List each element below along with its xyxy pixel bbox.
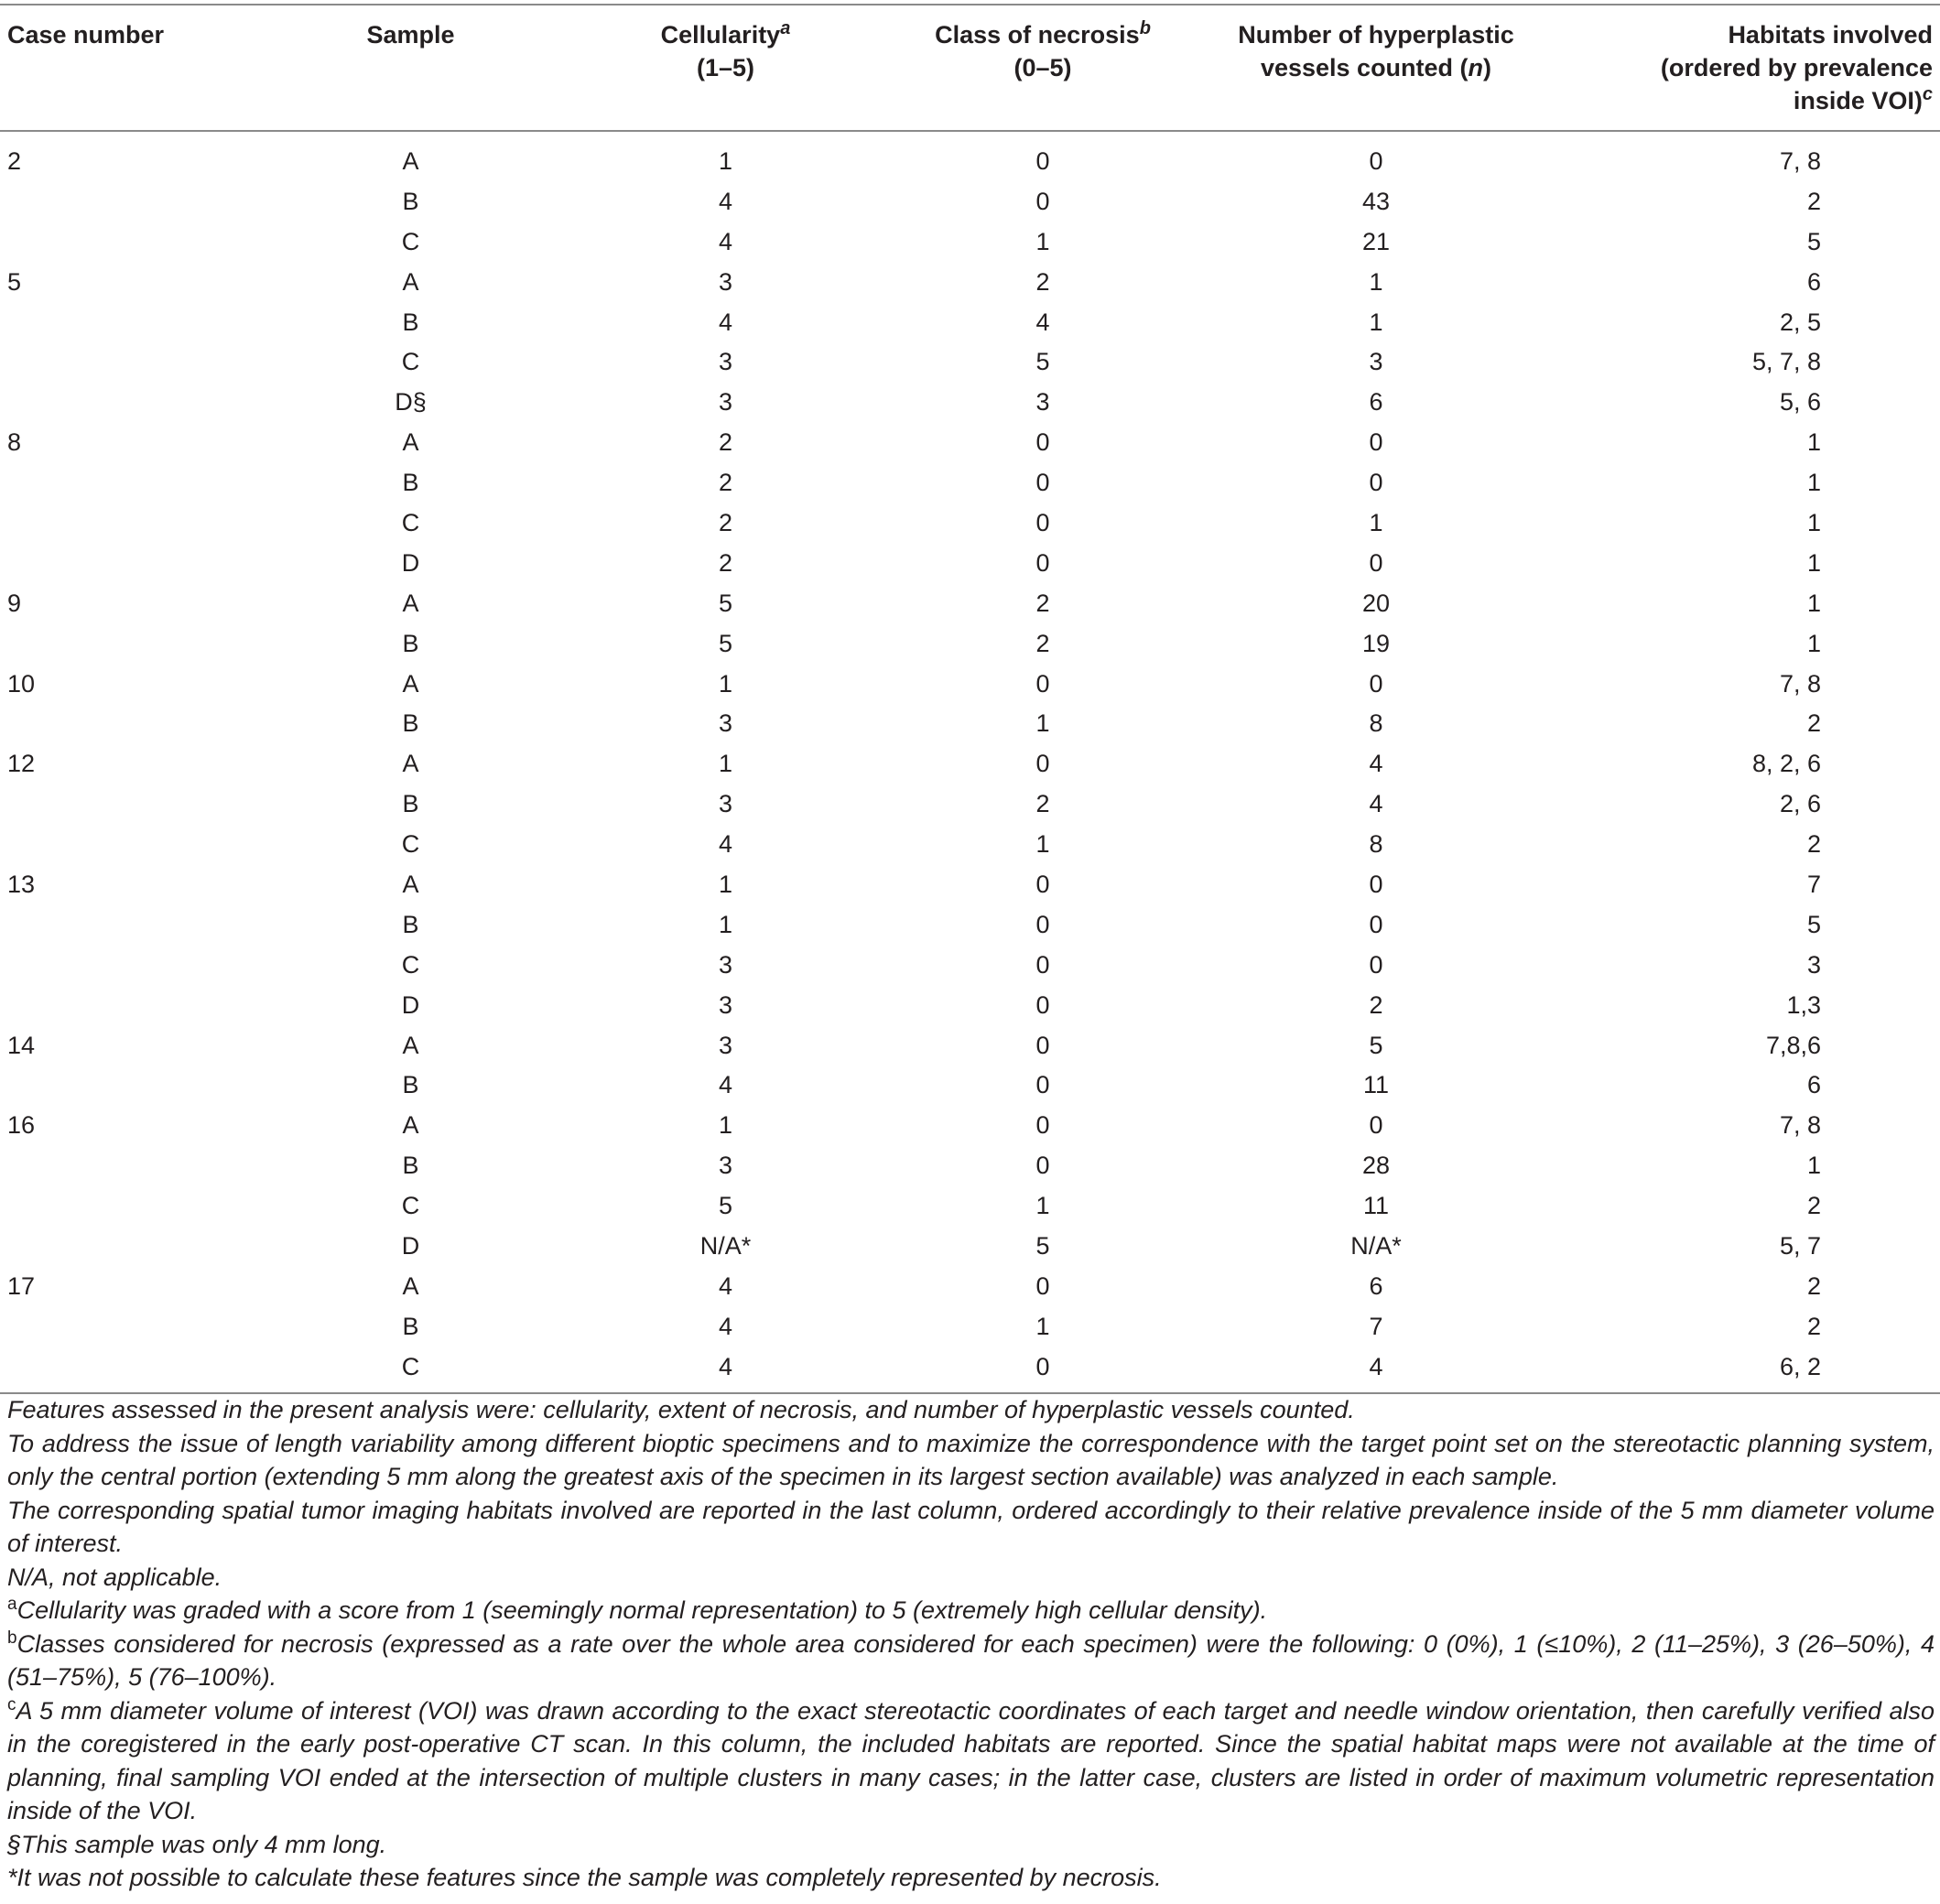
- footnote-text: §This sample was only 4 mm long.: [7, 1830, 387, 1858]
- sample-cell: A: [402, 428, 419, 457]
- footnote: [7, 1594, 1935, 1628]
- habitats-cell: 1: [1806, 1152, 1821, 1180]
- sample-cell: A: [402, 146, 419, 175]
- habitats-cell: 5: [1806, 227, 1821, 255]
- footnote-text: N/A, not applicable.: [7, 1563, 222, 1591]
- cellularity-cell: 3: [718, 348, 733, 376]
- case-cell: 16: [7, 1111, 36, 1140]
- habitats-cell: 1: [1806, 508, 1821, 536]
- cellularity-cell: 1: [718, 146, 733, 175]
- habitats-cell: 2: [1806, 1271, 1821, 1300]
- case-cell: [0, 462, 271, 503]
- vessels-cell: 7: [1369, 1312, 1383, 1340]
- habitats-cell: 1: [1806, 589, 1821, 617]
- cellularity-cell: 3: [718, 267, 733, 296]
- habitats-cell: 1,3: [1786, 990, 1821, 1019]
- table-body: [0, 131, 1940, 1393]
- footnote: [7, 1828, 1935, 1862]
- cellularity-cell: 4: [718, 830, 733, 859]
- vessels-cell: 0: [1369, 1111, 1383, 1140]
- habitats-cell: 1: [1806, 629, 1821, 657]
- necrosis-cell: 5: [1035, 1231, 1050, 1260]
- habitats-cell: 2: [1806, 1192, 1821, 1220]
- habitats-cell: 5, 6: [1779, 388, 1821, 416]
- vessels-cell: 28: [1361, 1152, 1391, 1180]
- case-cell: [0, 1185, 271, 1226]
- necrosis-cell: 0: [1035, 1031, 1050, 1059]
- sample-cell: C: [401, 508, 420, 536]
- necrosis-cell: 0: [1035, 1071, 1050, 1099]
- habitats-cell: 2, 6: [1779, 790, 1821, 818]
- table-footnotes: [7, 1393, 1935, 1895]
- case-cell: 9: [7, 589, 22, 617]
- habitats-cell: 7, 8: [1779, 1111, 1821, 1140]
- case-cell: [0, 623, 271, 664]
- cellularity-cell: 3: [718, 950, 733, 979]
- necrosis-cell: 1: [1035, 1192, 1050, 1220]
- sample-cell: B: [402, 1071, 419, 1099]
- results-table: [0, 4, 1940, 1394]
- habitats-cell: 2: [1806, 709, 1821, 738]
- table-header: [0, 5, 1940, 131]
- vessels-cell: 0: [1369, 950, 1383, 979]
- vessels-cell: 11: [1362, 1192, 1390, 1220]
- habitats-cell: 1: [1806, 469, 1821, 497]
- case-cell: 10: [7, 669, 36, 698]
- habitats-cell: 5, 7, 8: [1751, 348, 1821, 376]
- cellularity-cell: 2: [718, 469, 733, 497]
- vessels-cell: 2: [1369, 990, 1383, 1019]
- cellularity-cell: 1: [718, 669, 733, 698]
- case-cell: [0, 1347, 271, 1393]
- case-cell: [0, 543, 271, 583]
- cellularity-cell: 5: [718, 1192, 733, 1220]
- cellularity-cell: 3: [718, 1031, 733, 1059]
- vessels-cell: 0: [1369, 469, 1383, 497]
- cellularity-cell: 4: [718, 227, 733, 255]
- habitats-cell: 2, 5: [1779, 308, 1821, 336]
- necrosis-cell: 0: [1035, 469, 1050, 497]
- vessels-cell: 4: [1369, 790, 1383, 818]
- table-row: [0, 1145, 1940, 1185]
- table-row: [0, 543, 1940, 583]
- table-row: [0, 583, 1940, 623]
- table-row: [0, 1025, 1940, 1066]
- footnote: [7, 1494, 1935, 1561]
- vessels-cell: 0: [1369, 146, 1383, 175]
- sample-cell: B: [402, 308, 419, 336]
- vessels-cell: 8: [1369, 709, 1383, 738]
- footnote-text: The corresponding spatial tumor imaging habitats involved are reported in the last column, ordered accordingly to their relative prevalence inside of the 5 mm diameter volume of interest.: [7, 1496, 1935, 1557]
- sample-cell: A: [402, 750, 419, 778]
- table-row: [0, 623, 1940, 664]
- header-habitats: Habitats involved (ordered by prevalence inside VOI)$^c$: [1660, 21, 1933, 114]
- vessels-cell: 6: [1369, 1271, 1383, 1300]
- necrosis-cell: 0: [901, 1347, 1185, 1393]
- necrosis-cell: 0: [1035, 990, 1050, 1019]
- sample-cell: A: [402, 669, 419, 698]
- necrosis-cell: 0: [1035, 146, 1050, 175]
- cellularity-cell: 5: [718, 629, 733, 657]
- cellularity-cell: 4: [718, 1312, 733, 1340]
- necrosis-cell: 0: [1035, 669, 1050, 698]
- table-row: [0, 131, 1940, 181]
- case-cell: [0, 1306, 271, 1347]
- vessels-cell: 1: [1369, 508, 1383, 536]
- vessels-cell: 6: [1369, 388, 1383, 416]
- vessels-cell: 5: [1369, 1031, 1383, 1059]
- table-row: [0, 824, 1940, 864]
- footnote-text: *It was not possible to calculate these features since the sample was completely represented by necrosis.: [7, 1864, 1162, 1891]
- vessels-cell: 21: [1361, 227, 1391, 255]
- vessels-cell: 19: [1361, 629, 1391, 657]
- vessels-cell: 4: [1369, 750, 1383, 778]
- table-row: [0, 864, 1940, 904]
- footnote-text: To address the issue of length variability among different bioptic specimens and to maximize the correspondence with the target point set on the stereotactic planning system, only the central portion (extending 5 mm along the greatest axis of the specimen in its largest section available) was analyzed in each sample.: [7, 1429, 1935, 1490]
- vessels-cell: 11: [1362, 1071, 1390, 1099]
- table-row: [0, 1065, 1940, 1105]
- habitats-cell: 5: [1806, 910, 1821, 938]
- necrosis-cell: 2: [1035, 267, 1050, 296]
- footnote-text: Cellularity was graded with a score from 1 (seemingly normal representation) to 5 (extremely high cellular density).: [16, 1596, 1268, 1624]
- case-cell: [0, 302, 271, 342]
- habitats-cell: 1: [1806, 548, 1821, 577]
- vessels-cell: 20: [1361, 589, 1391, 617]
- header-cellularity: Cellularity$^a$ (1–5): [660, 18, 791, 81]
- table-row: [0, 302, 1940, 342]
- sample-cell: B: [402, 709, 419, 738]
- case-cell: [0, 1065, 271, 1105]
- header-case-number: Case number: [7, 21, 165, 49]
- sample-cell: A: [402, 870, 419, 898]
- footnote-marker: b: [7, 1628, 17, 1648]
- footnote: [7, 1861, 1935, 1895]
- case-cell: [0, 181, 271, 222]
- sample-cell: A: [402, 589, 419, 617]
- necrosis-cell: 2: [1035, 790, 1050, 818]
- case-cell: [0, 945, 271, 985]
- vessels-cell: 1: [1369, 308, 1383, 336]
- necrosis-cell: 0: [1035, 1271, 1050, 1300]
- case-cell: [0, 341, 271, 382]
- necrosis-cell: 1: [1035, 1312, 1050, 1340]
- habitats-cell: 7: [1806, 870, 1821, 898]
- cellularity-cell: 3: [718, 709, 733, 738]
- habitats-cell: 7, 8: [1779, 669, 1821, 698]
- cellularity-cell: 4: [718, 1271, 733, 1300]
- habitats-cell: 6: [1806, 267, 1821, 296]
- cellularity-cell: 2: [718, 548, 733, 577]
- habitats-cell: 6, 2: [1567, 1347, 1940, 1393]
- necrosis-cell: 1: [1035, 830, 1050, 859]
- sample-cell: C: [401, 348, 420, 376]
- habitats-cell: 1: [1806, 428, 1821, 457]
- sample-cell: B: [402, 187, 419, 215]
- case-cell: [0, 1226, 271, 1266]
- table-row: [0, 1266, 1940, 1306]
- cellularity-cell: 4: [718, 1071, 733, 1099]
- vessels-cell: 3: [1369, 348, 1383, 376]
- necrosis-cell: 0: [1035, 428, 1050, 457]
- cellularity-cell: 1: [718, 910, 733, 938]
- case-cell: 17: [7, 1271, 36, 1300]
- sample-cell: B: [402, 1312, 419, 1340]
- cellularity-cell: 2: [718, 508, 733, 536]
- header-sample: Sample: [366, 21, 455, 49]
- footnote-marker: a: [7, 1595, 17, 1614]
- table-row: [0, 341, 1940, 382]
- footnote: [7, 1628, 1935, 1694]
- sample-cell: A: [402, 1271, 419, 1300]
- necrosis-cell: 2: [1035, 589, 1050, 617]
- sample-cell: B: [402, 469, 419, 497]
- table-row: [0, 904, 1940, 945]
- header-vessels: Number of hyperplastic vessels counted (n): [1238, 21, 1514, 81]
- footnote: [7, 1561, 1935, 1595]
- case-cell: 2: [7, 146, 22, 175]
- necrosis-cell: 4: [1035, 308, 1050, 336]
- case-cell: 5: [7, 267, 22, 296]
- habitats-cell: 5, 7: [1779, 1231, 1821, 1260]
- sample-cell: D: [401, 1231, 420, 1260]
- cellularity-cell: 3: [718, 990, 733, 1019]
- habitats-cell: 7,8,6: [1765, 1031, 1821, 1059]
- cellularity-cell: 1: [718, 1111, 733, 1140]
- vessels-cell: 43: [1361, 187, 1391, 215]
- necrosis-cell: 0: [1035, 548, 1050, 577]
- habitats-cell: 7, 8: [1779, 146, 1821, 175]
- footnote: [7, 1427, 1935, 1494]
- necrosis-cell: 0: [1035, 870, 1050, 898]
- case-cell: 14: [7, 1031, 36, 1059]
- necrosis-cell: 0: [1035, 750, 1050, 778]
- sample-cell: A: [402, 1031, 419, 1059]
- footnote: [7, 1393, 1935, 1427]
- table-row: [0, 784, 1940, 824]
- table-row: [0, 181, 1940, 222]
- habitats-cell: 2: [1806, 830, 1821, 859]
- footnote-text: A 5 mm diameter volume of interest (VOI) was drawn according to the exact stereotactic coordinates of each target and needle window orientation, then carefully verified also in the coregistered in the early post-operative CT scan. In this column, the included habitats are reported. Since the spatial habitat maps were not available at the time of planning, final sampling VOI ended at the intersection of multiple clusters in many cases; in the latter case, clusters are listed in order of maximum volumetric representation inside of the VOI.: [7, 1696, 1935, 1824]
- case-cell: [0, 1145, 271, 1185]
- table-row: [0, 664, 1940, 704]
- necrosis-cell: 0: [1035, 1111, 1050, 1140]
- case-cell: [0, 222, 271, 262]
- vessels-cell: 4: [1185, 1347, 1567, 1393]
- case-cell: [0, 784, 271, 824]
- table-row: [0, 422, 1940, 462]
- necrosis-cell: 1: [1035, 227, 1050, 255]
- sample-cell: C: [401, 830, 420, 859]
- sample-cell: A: [402, 267, 419, 296]
- table-row: [0, 462, 1940, 503]
- sample-cell: C: [271, 1347, 550, 1393]
- necrosis-cell: 3: [1035, 388, 1050, 416]
- vessels-cell: 0: [1369, 428, 1383, 457]
- case-cell: [0, 824, 271, 864]
- case-cell: 12: [7, 750, 36, 778]
- footnote: [7, 1694, 1935, 1828]
- habitats-cell: 3: [1806, 950, 1821, 979]
- table-row: [0, 262, 1940, 302]
- vessels-cell: 0: [1369, 548, 1383, 577]
- cellularity-cell: 1: [718, 870, 733, 898]
- header-necrosis: Class of necrosis$^b$ (0–5): [935, 18, 1151, 81]
- vessels-cell: 0: [1369, 910, 1383, 938]
- case-cell: 13: [7, 870, 36, 898]
- necrosis-cell: 0: [1035, 508, 1050, 536]
- table-row: [0, 503, 1940, 543]
- vessels-cell: 8: [1369, 830, 1383, 859]
- table-row: [0, 222, 1940, 262]
- cellularity-cell: 1: [718, 750, 733, 778]
- table-row: [0, 1347, 1940, 1393]
- table-row: [0, 1306, 1940, 1347]
- sample-cell: C: [401, 1192, 420, 1220]
- case-cell: [0, 904, 271, 945]
- sample-cell: B: [402, 790, 419, 818]
- cellularity-cell: 4: [550, 1347, 901, 1393]
- cellularity-cell: 3: [718, 790, 733, 818]
- habitats-cell: 2: [1806, 1312, 1821, 1340]
- necrosis-cell: 1: [1035, 709, 1050, 738]
- table-row: [0, 945, 1940, 985]
- vessels-cell: 0: [1369, 669, 1383, 698]
- table-row: [0, 743, 1940, 784]
- case-cell: [0, 703, 271, 743]
- table-row: [0, 1105, 1940, 1145]
- cellularity-cell: 4: [718, 308, 733, 336]
- necrosis-cell: 0: [1035, 1152, 1050, 1180]
- cellularity-cell: 3: [718, 1152, 733, 1180]
- cellularity-cell: 5: [718, 589, 733, 617]
- case-cell: 8: [7, 428, 22, 457]
- sample-cell: C: [401, 227, 420, 255]
- sample-cell: C: [401, 950, 420, 979]
- cellularity-cell: 3: [718, 388, 733, 416]
- table-row: [0, 1226, 1940, 1266]
- necrosis-cell: 5: [1035, 348, 1050, 376]
- habitats-cell: 6: [1806, 1071, 1821, 1099]
- sample-cell: D§: [395, 388, 427, 416]
- table-row: [0, 382, 1940, 422]
- case-cell: [0, 503, 271, 543]
- footnote-marker: c: [7, 1694, 16, 1715]
- footnote-text: Features assessed in the present analysis were: cellularity, extent of necrosis, and number of hyperplastic vessels counted.: [7, 1396, 1355, 1423]
- table-row: [0, 985, 1940, 1025]
- table-row: [0, 703, 1940, 743]
- habitats-cell: 2: [1806, 187, 1821, 215]
- cellularity-cell: 2: [718, 428, 733, 457]
- footnote-text: Classes considered for necrosis (expressed as a rate over the whole area considered for each specimen) were the following: 0 (0%), 1 (≤10%), 2 (11–25%), 3 (26–50%), 4 (51–75%), 5 (76–100%).: [7, 1629, 1935, 1691]
- sample-cell: B: [402, 629, 419, 657]
- cellularity-cell: N/A*: [699, 1231, 752, 1260]
- vessels-cell: N/A*: [1350, 1231, 1402, 1260]
- vessels-cell: 0: [1369, 870, 1383, 898]
- vessels-cell: 1: [1369, 267, 1383, 296]
- cellularity-cell: 4: [718, 187, 733, 215]
- habitats-cell: 8, 2, 6: [1751, 750, 1821, 778]
- necrosis-cell: 0: [1035, 187, 1050, 215]
- table-row: [0, 1185, 1940, 1226]
- sample-cell: B: [402, 1152, 419, 1180]
- sample-cell: A: [402, 1111, 419, 1140]
- case-cell: [0, 985, 271, 1025]
- case-cell: [0, 382, 271, 422]
- sample-cell: D: [401, 990, 420, 1019]
- necrosis-cell: 0: [1035, 910, 1050, 938]
- necrosis-cell: 0: [1035, 950, 1050, 979]
- sample-cell: B: [402, 910, 419, 938]
- necrosis-cell: 2: [1035, 629, 1050, 657]
- sample-cell: D: [401, 548, 420, 577]
